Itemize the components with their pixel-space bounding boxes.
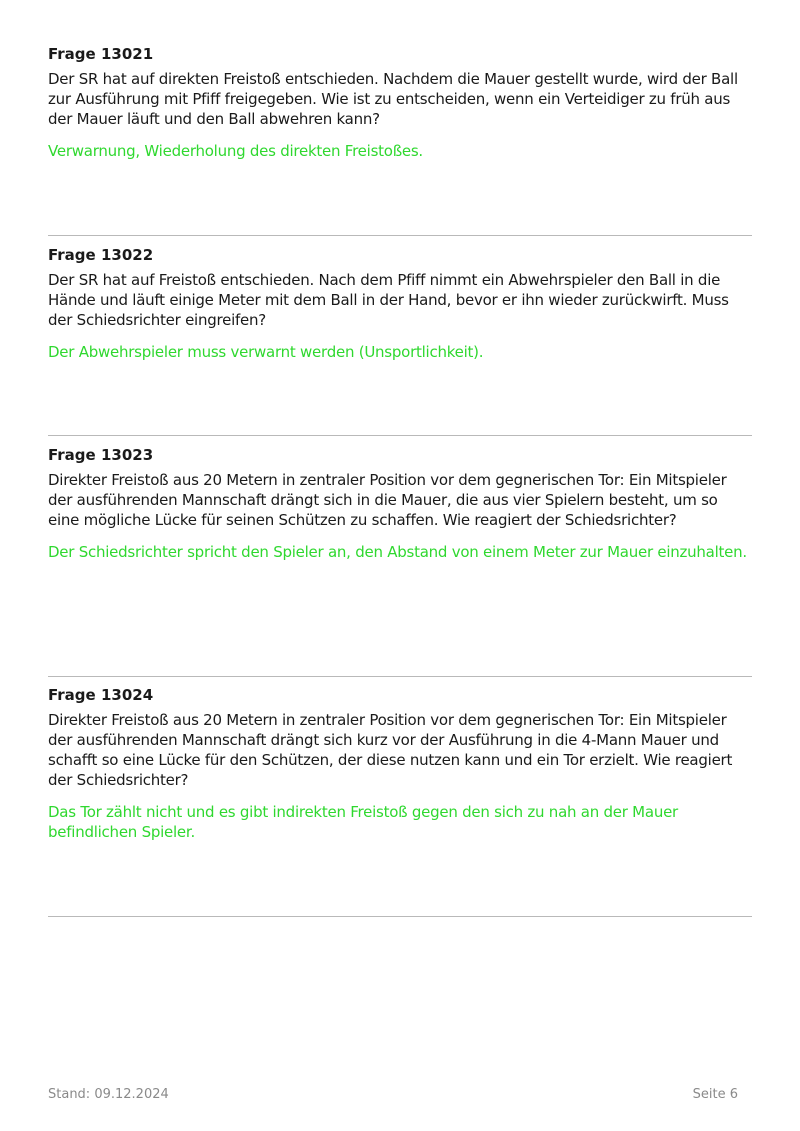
question-answer: Der Abwehrspieler muss verwarnt werden (Unsportlichkeit).	[48, 343, 484, 361]
divider	[48, 235, 752, 236]
footer-page-number: Seite 6	[692, 1087, 738, 1102]
divider	[48, 676, 752, 677]
question-text: Der SR hat auf direkten Freistoß entschieden. Nachdem die Mauer gestellt wurde, wird der Ball zur Ausführung mit Pfiff freigegeben. Wie ist zu entscheiden, wenn ein Verteidiger zu früh aus der Mauer läuft und den Ball abwehren kann?	[48, 70, 738, 128]
question-title: Frage 13021	[48, 45, 154, 63]
question-title: Frage 13022	[48, 246, 154, 264]
question-text: Direkter Freistoß aus 20 Metern in zentraler Position vor dem gegnerischen Tor: Ein Mitspieler der ausführenden Mannschaft drängt sich in die Mauer, die aus vier Spielern besteht, um so eine mögliche Lücke für seinen Schützen zu schaffen. Wie reagiert der Schiedsrichter?	[48, 471, 727, 529]
question-block	[48, 44, 752, 161]
question-answer: Das Tor zählt nicht und es gibt indirekten Freistoß gegen den sich zu nah an der Mauer befindlichen Spieler.	[48, 803, 678, 841]
question-text: Der SR hat auf Freistoß entschieden. Nach dem Pfiff nimmt ein Abwehrspieler den Ball in die Hände und läuft einige Meter mit dem Ball in der Hand, bevor er ihn wieder zurückwirft. Muss der Schiedsrichter eingreifen?	[48, 271, 729, 329]
question-answer: Der Schiedsrichter spricht den Spieler an, den Abstand von einem Meter zur Mauer einzuhalten.	[48, 543, 747, 561]
question-block	[48, 685, 752, 842]
question-block	[48, 445, 752, 562]
question-answer: Verwarnung, Wiederholung des direkten Freistoßes.	[48, 142, 423, 160]
question-text: Direkter Freistoß aus 20 Metern in zentraler Position vor dem gegnerischen Tor: Ein Mitspieler der ausführenden Mannschaft drängt sich kurz vor der Ausführung in die 4-Mann Mauer und schafft so eine Lücke für den Schützen, der diese nutzen kann und ein Tor erzielt. Wie reagiert der Schiedsrichter?	[48, 711, 733, 789]
question-block	[48, 245, 752, 362]
question-title: Frage 13023	[48, 446, 154, 464]
footer-date: Stand: 09.12.2024	[48, 1087, 169, 1102]
divider	[48, 435, 752, 436]
question-title: Frage 13024	[48, 686, 154, 704]
divider	[48, 916, 752, 917]
